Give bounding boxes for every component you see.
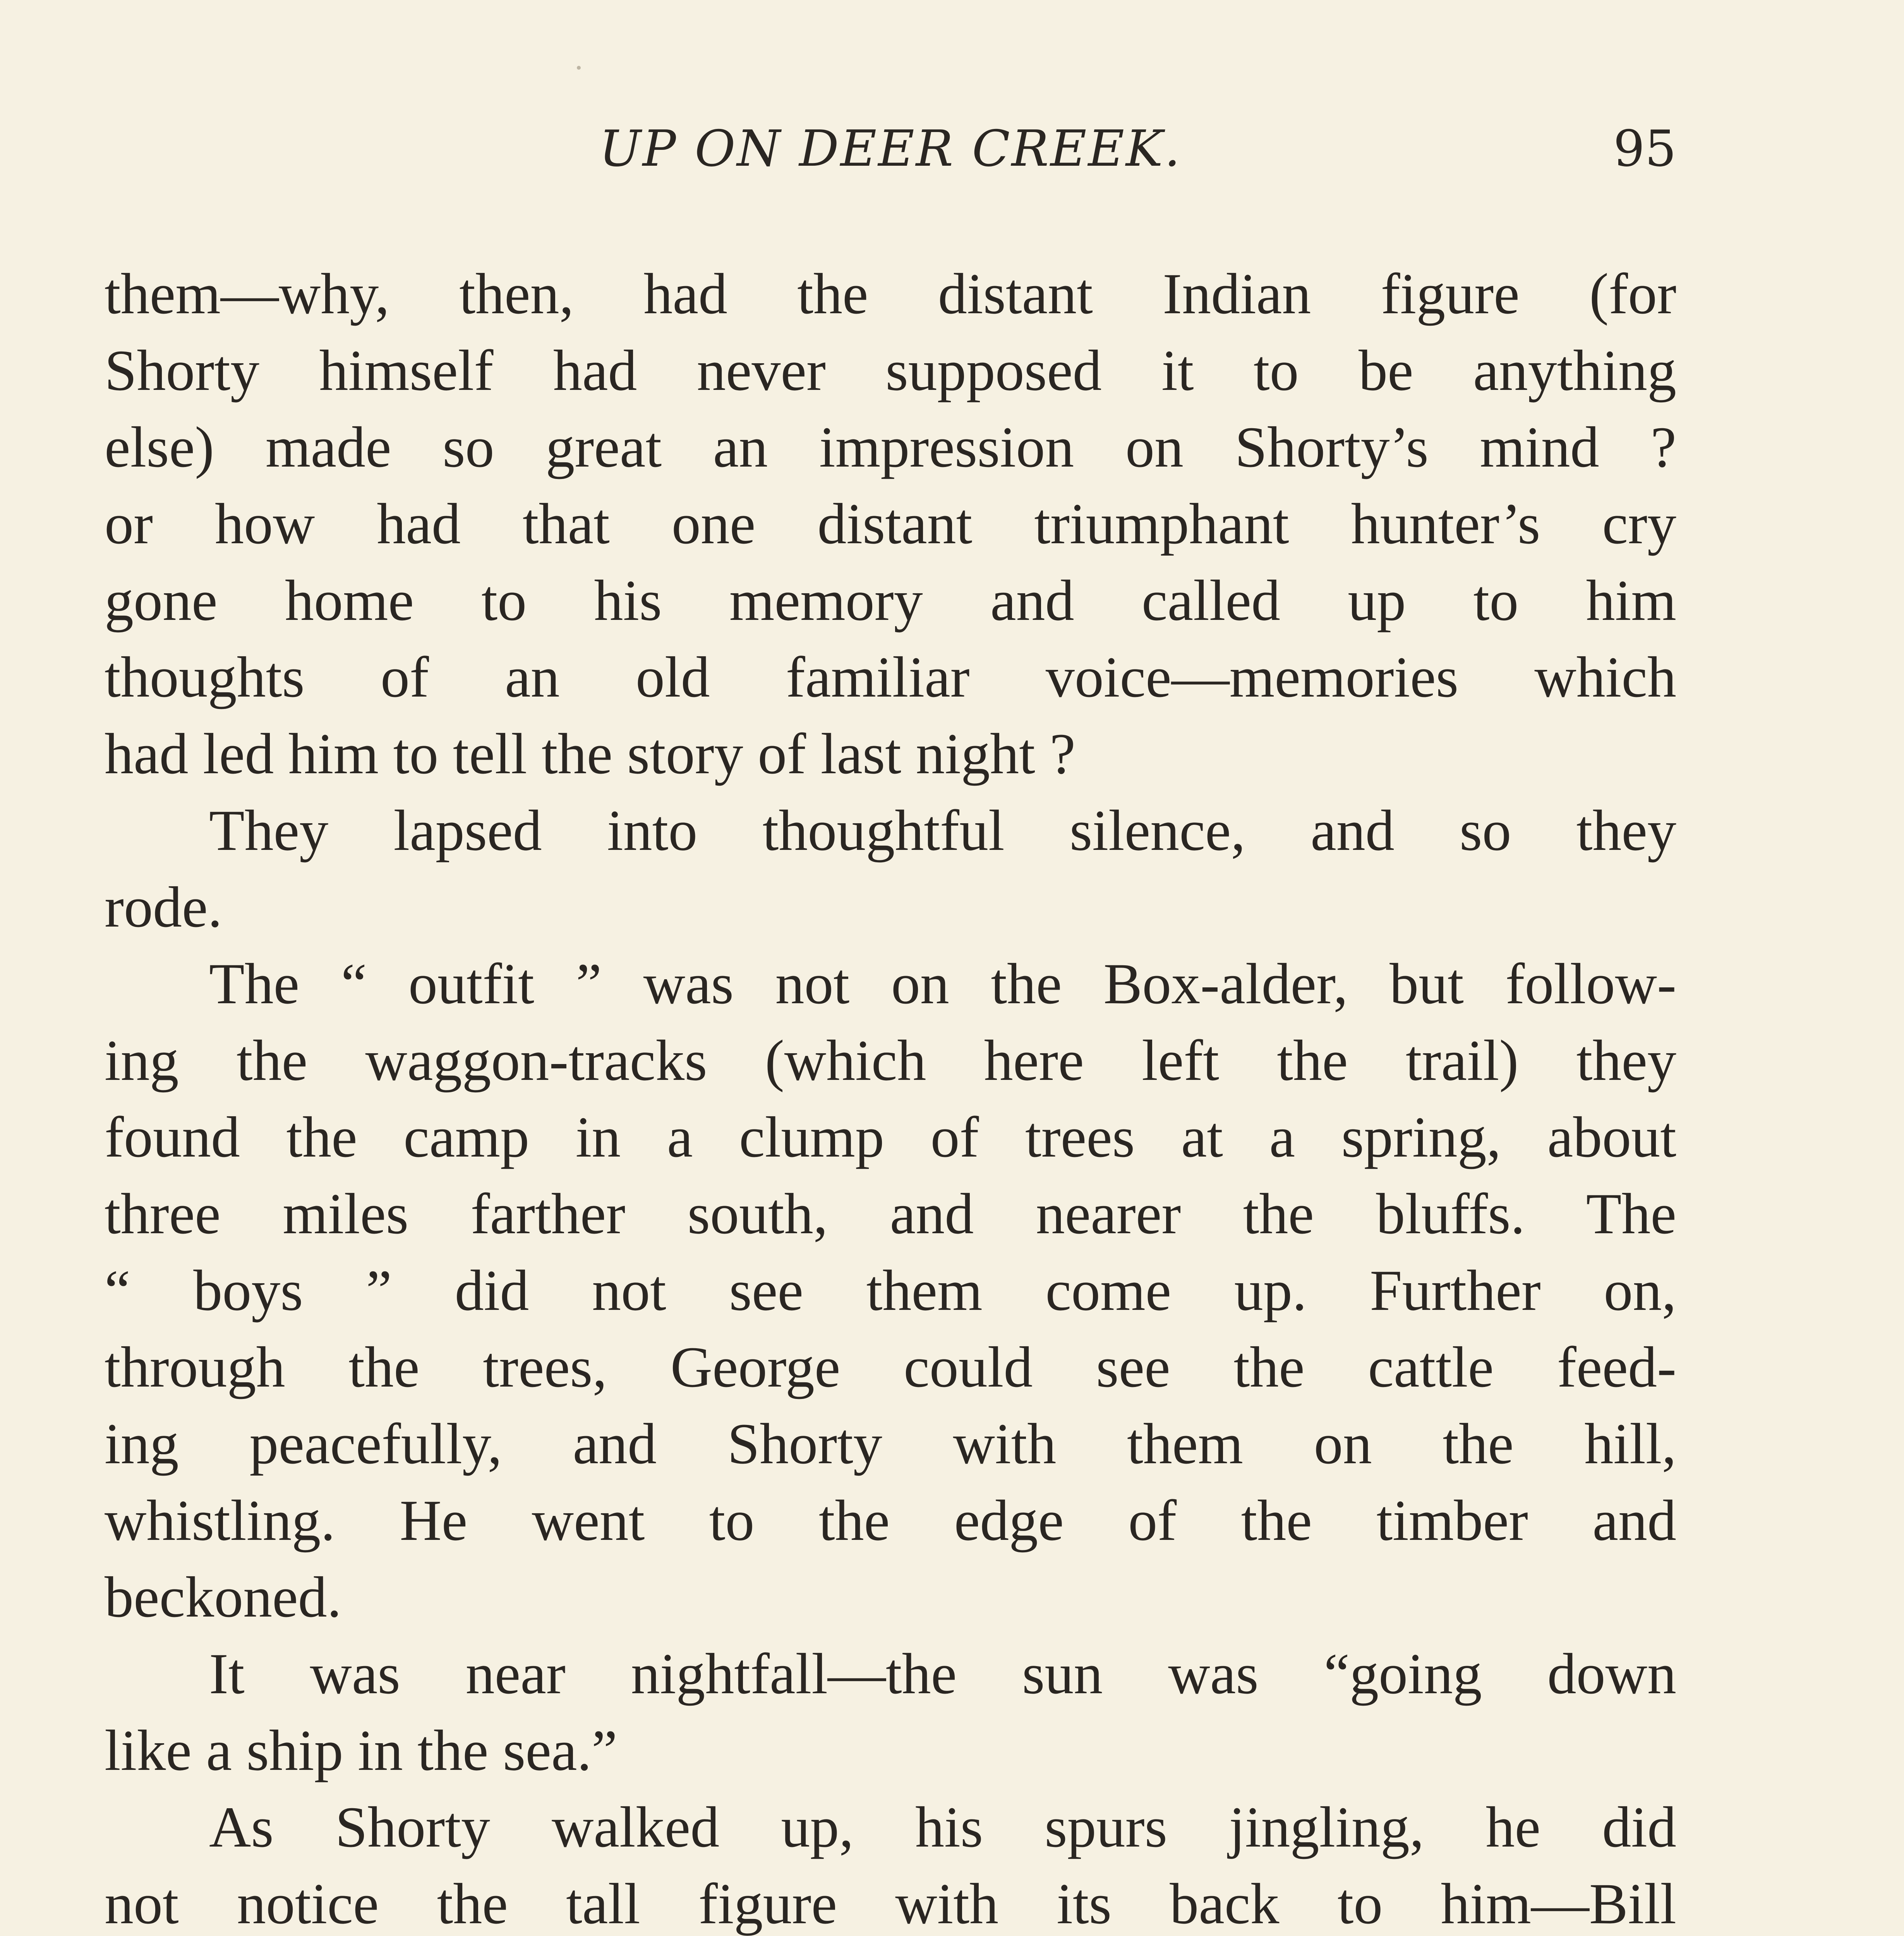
text-line: found the camp in a clump of trees at a spring, about: [105, 1105, 1676, 1169]
running-head: UP ON DEER CREEK.: [599, 120, 1182, 178]
text-line: ing the waggon-tracks (which here left the trail) they: [105, 1028, 1676, 1093]
text-line: through the trees, George could see the cattle feed-: [105, 1335, 1676, 1399]
text-line: “ boys ” did not see them come up. Further on,: [105, 1258, 1676, 1323]
text-line: rode.: [105, 875, 223, 939]
text-line: As Shorty walked up, his spurs jingling, he did: [209, 1795, 1676, 1859]
paper-speck: [577, 66, 581, 70]
body-text: [105, 256, 1676, 1936]
text-line: three miles farther south, and nearer the bluffs. The: [105, 1182, 1676, 1246]
text-line: Shorty himself had never supposed it to be anything: [105, 338, 1676, 403]
text-line: whistling. He went to the edge of the timber and: [105, 1488, 1676, 1553]
page-header: [105, 116, 1676, 178]
text-line: thoughts of an old familiar voice—memories which: [105, 645, 1676, 709]
text-line: It was near nightfall—the sun was “going down: [209, 1642, 1676, 1706]
text-line: not notice the tall figure with its back to him—Bill: [105, 1872, 1676, 1936]
text-line: gone home to his memory and called up to him: [105, 568, 1676, 633]
text-line: else) made so great an impression on Shorty’s mind ?: [105, 415, 1676, 479]
text-line: had led him to tell the story of last night ?: [105, 722, 1076, 786]
text-line: or how had that one distant triumphant hunter’s cry: [105, 492, 1676, 556]
text-line: The “ outfit ” was not on the Box-alder, but follow-: [209, 952, 1676, 1016]
page-number: 95: [1613, 120, 1676, 178]
text-line: They lapsed into thoughtful silence, and so they: [209, 798, 1676, 863]
text-line: like a ship in the sea.”: [105, 1718, 618, 1783]
text-line: ing peacefully, and Shorty with them on the hill,: [105, 1412, 1676, 1476]
text-line: beckoned.: [105, 1565, 342, 1629]
text-line: them—why, then, had the distant Indian figure (for: [105, 262, 1676, 326]
